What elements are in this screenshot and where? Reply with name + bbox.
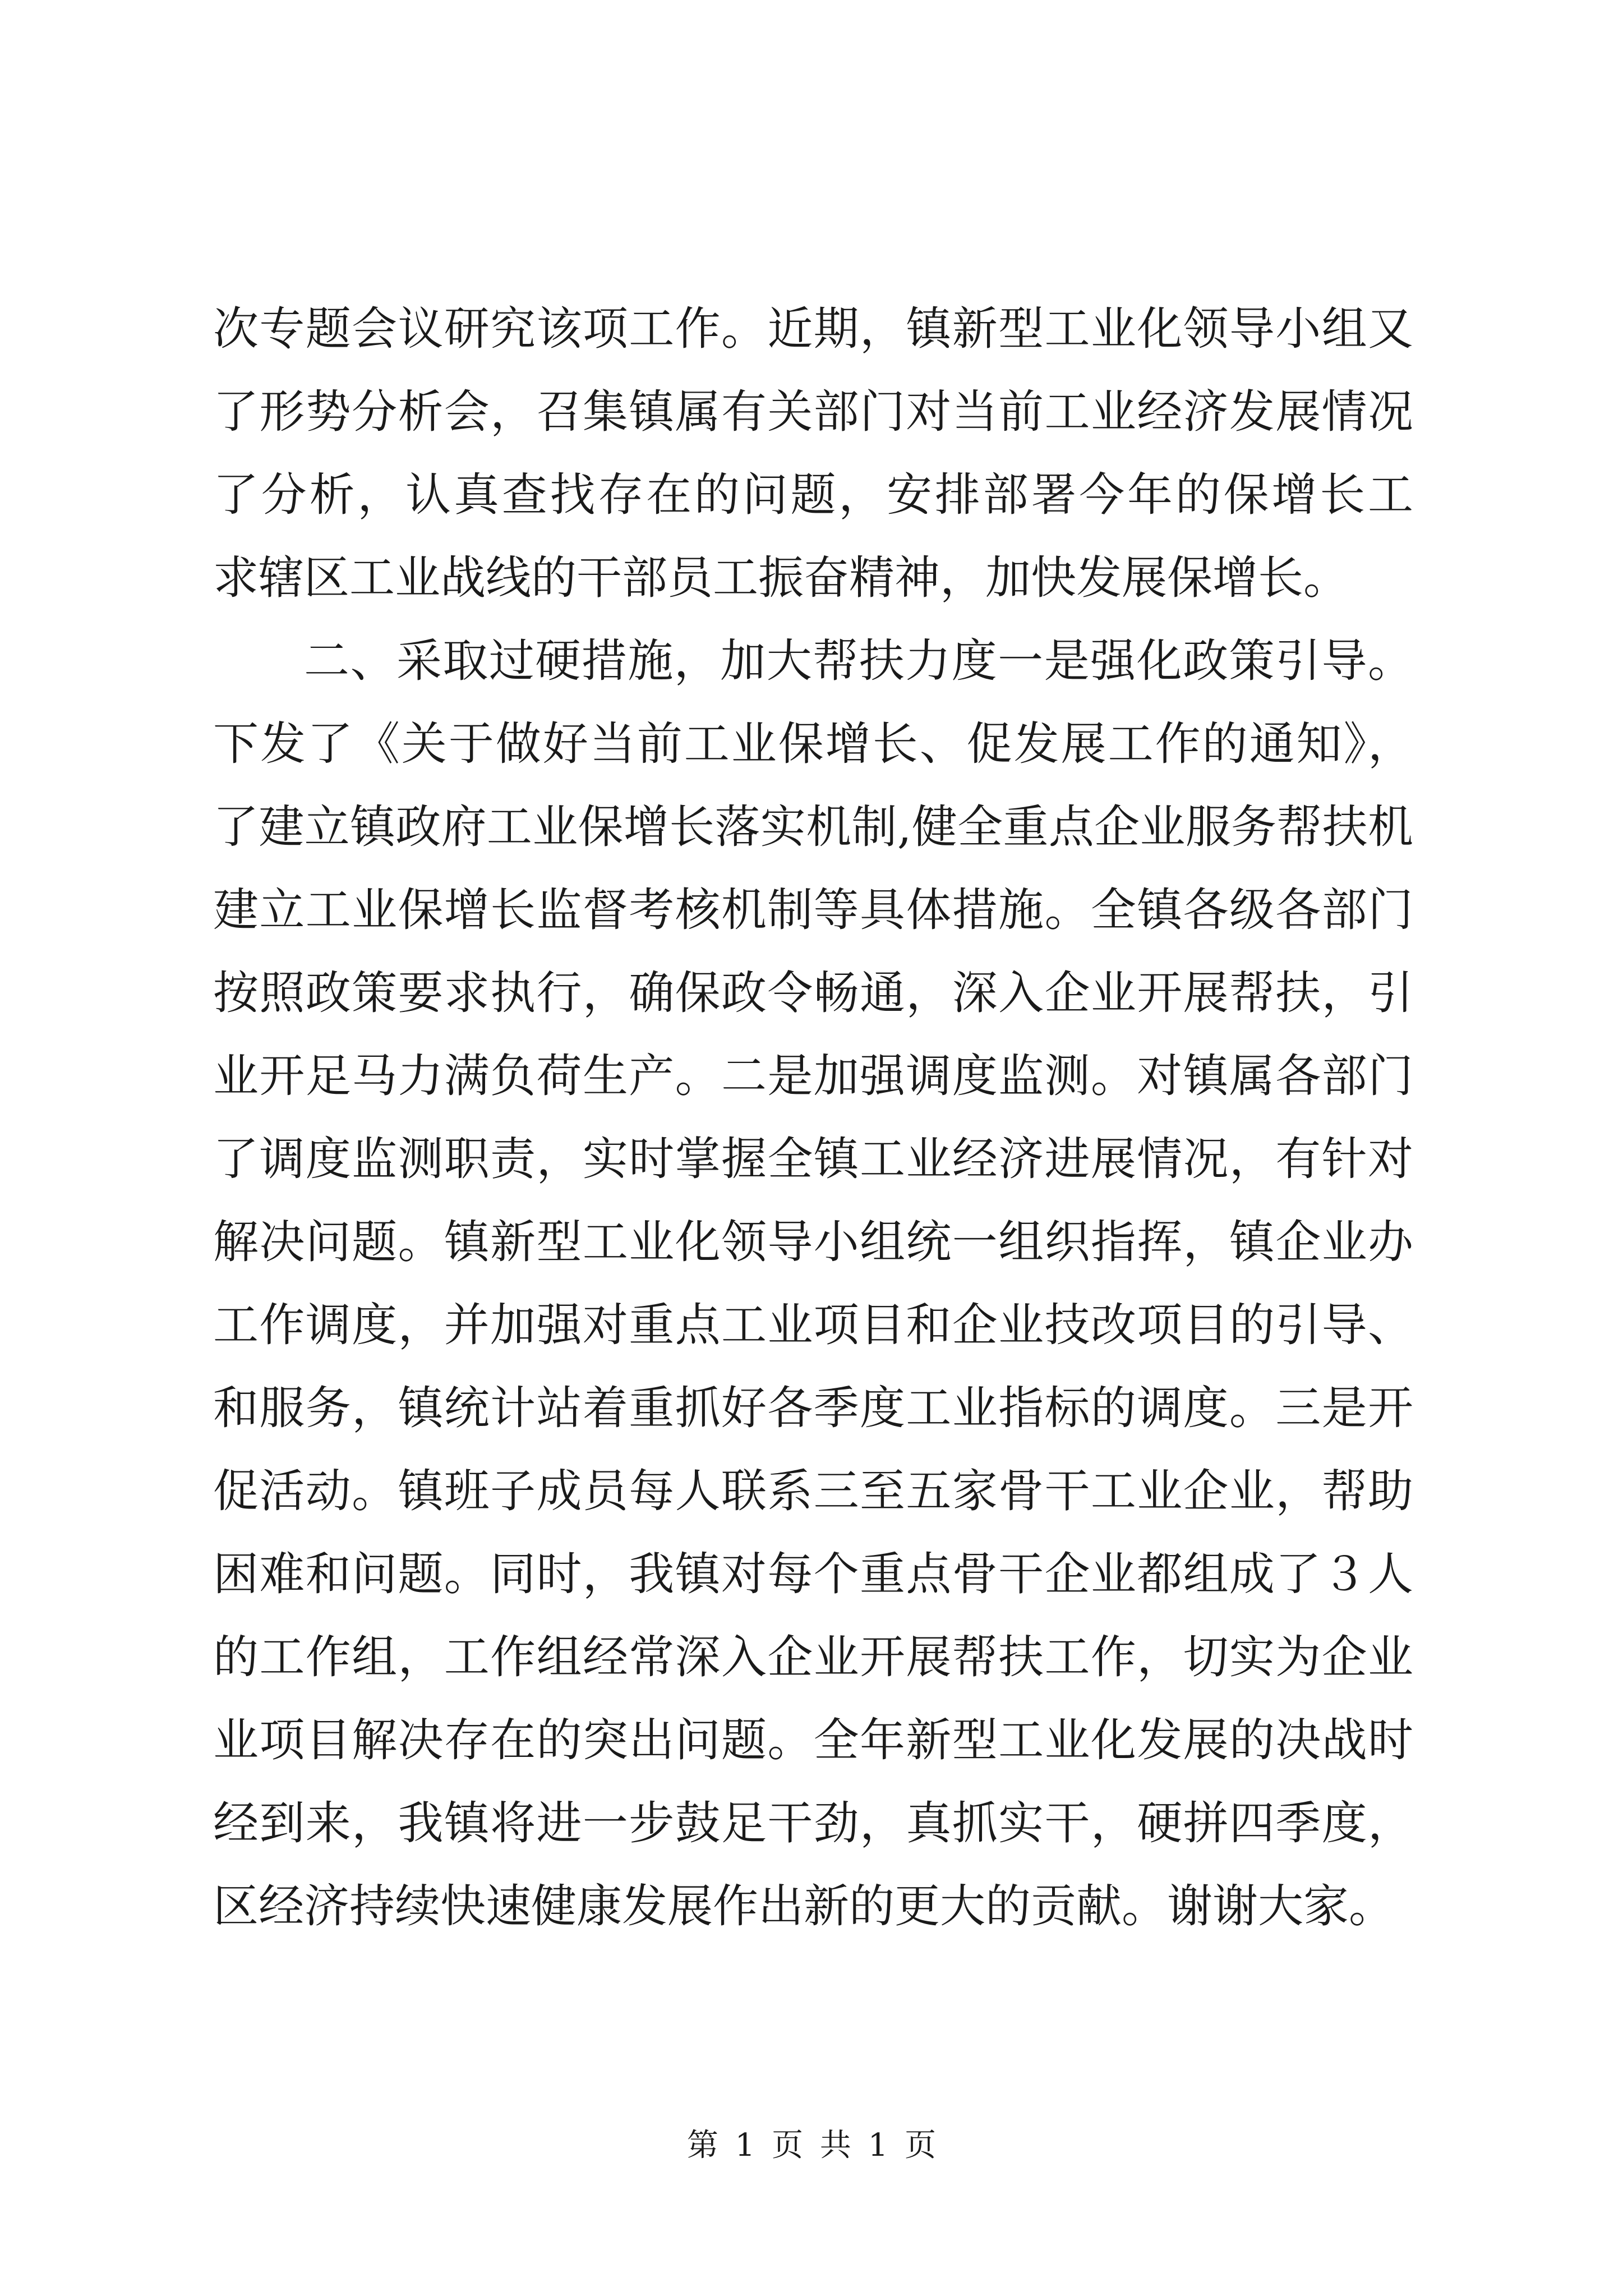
- paragraph-2-line-15: 经到来，我镇将进一步鼓足干劲，真抓实干，硬拼四季度，: [213, 1797, 1413, 1850]
- paragraph-2-line-12: 困难和问题。同时，我镇对每个重点骨干企业都组成了３人: [213, 1548, 1413, 1601]
- page-number: 第 1 页 共 1 页: [686, 2127, 937, 2164]
- paragraph-2-line-5: 按照政策要求执行，确保政令畅通，深入企业开展帮扶，引: [213, 967, 1413, 1020]
- paragraph-2-line-7: 了调度监测职责，实时掌握全镇工业经济进展情况，有针对: [213, 1133, 1413, 1186]
- paragraph-1-line-2: 了形势分析会，召集镇属有关部门对当前工业经济发展情况: [213, 386, 1413, 439]
- paragraph-1-line-1: 次专题会议研究该项工作。近期，镇新型工业化领导小组又: [213, 303, 1413, 356]
- paragraph-2-line-3: 了建立镇政府工业保增长落实机制,健全重点企业服务帮扶机: [213, 801, 1413, 854]
- paragraph-2-line-16: 区经济持续快速健康发展作出新的更大的贡献。谢谢大家。: [213, 1880, 1395, 1933]
- paragraph-2-line-10: 和服务，镇统计站着重抓好各季度工业指标的调度。三是开: [213, 1382, 1413, 1435]
- paragraph-2-line-13: 的工作组，工作组经常深入企业开展帮扶工作，切实为企业: [213, 1631, 1413, 1684]
- paragraph-2-line-9: 工作调度，并加强对重点工业项目和企业技改项目的引导、: [213, 1299, 1413, 1352]
- paragraph-1-line-4: 求辖区工业战线的干部员工振奋精神，加快发展保增长。: [213, 552, 1349, 605]
- paragraph-2-line-2: 下发了《关于做好当前工业保增长、促发展工作的通知》，: [213, 718, 1413, 771]
- paragraph-1-line-3: 了分析，认真查找存在的问题，安排部署今年的保增长工: [213, 469, 1413, 522]
- paragraph-2-line-8: 解决问题。镇新型工业化领导小组统一组织指挥，镇企业办: [213, 1216, 1413, 1269]
- paragraph-2-line-1: 二、采取过硬措施，加大帮扶力度一是强化政策引导。: [304, 635, 1413, 688]
- paragraph-2-line-11: 促活动。镇班子成员每人联系三至五家骨干工业企业，帮助: [213, 1465, 1413, 1518]
- paragraph-2-line-6: 业开足马力满负荷生产。二是加强调度监测。对镇属各部门: [213, 1050, 1413, 1103]
- paragraph-2-line-14: 业项目解决存在的突出问题。全年新型工业化发展的决战时: [213, 1714, 1413, 1767]
- paragraph-2-line-4: 建立工业保增长监督考核机制等具体措施。全镇各级各部门: [213, 884, 1413, 937]
- document-body: [213, 288, 1413, 1948]
- page-footer: [0, 2120, 1623, 2165]
